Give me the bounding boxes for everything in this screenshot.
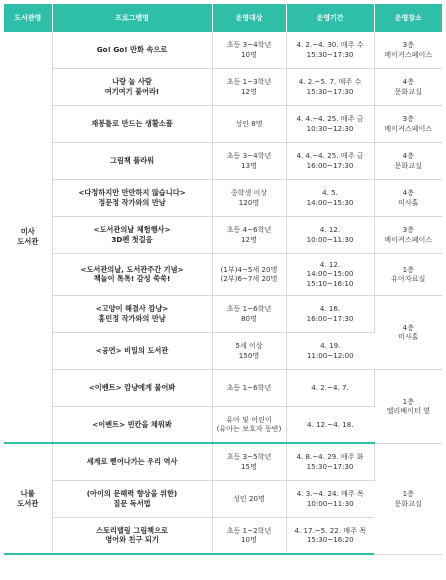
target-cell <box>212 443 286 480</box>
cell-line: 4. 16. <box>319 304 341 314</box>
cell-line: 14:00~15:30 <box>306 197 354 207</box>
cell-line: 성인 20명 <box>233 493 265 503</box>
header-target: 운영대상 <box>212 4 286 32</box>
cell-line: 12명 <box>241 86 257 96</box>
cell-line: 초등 1~3학년 <box>226 77 272 87</box>
cell-line: 150명 <box>238 350 260 360</box>
program-cell <box>52 332 212 369</box>
cell-line: 4층 <box>402 151 414 161</box>
cell-line: 4. 12. <box>319 259 341 269</box>
target-cell <box>212 179 286 216</box>
cell-line: 정문정 작가와의 만남 <box>98 197 166 207</box>
program-cell <box>52 295 212 332</box>
cell-line: 스토리텔링 그림책으로 <box>96 525 168 535</box>
place-cell <box>374 32 442 68</box>
cell-line: 4. 5. <box>322 188 338 198</box>
cell-line: <이벤트> 빈칸을 채워봐 <box>92 419 172 429</box>
cell-line: 유아 및 어린이 <box>226 414 272 424</box>
cell-line: 초등 3~5학년 <box>226 452 272 462</box>
period-cell <box>286 68 374 105</box>
cell-line: <도서관의날, 도서관주간 기념> <box>80 264 184 274</box>
cell-line: 120명 <box>238 197 260 207</box>
cell-line: 문화교실 <box>394 86 422 96</box>
table-row <box>4 32 442 68</box>
target-cell <box>212 105 286 142</box>
cell-line: 초등 4~6학년 <box>226 225 272 235</box>
cell-line: 15:30~16:20 <box>306 535 354 545</box>
cell-line: 80명 <box>241 313 257 323</box>
library-cell <box>4 32 52 443</box>
cell-line: 나랑 놀 사람 <box>112 77 152 86</box>
cell-line: (아이의 문해력 향상을 위한) <box>86 489 178 498</box>
cell-line: <이벤트> 깜냥에게 물어봐 <box>88 382 176 392</box>
cell-line: 12명 <box>241 234 257 244</box>
period-cell <box>286 332 374 369</box>
cell-line: 4. 3.~4. 24. 매주 목 <box>296 489 364 499</box>
period-cell <box>286 253 374 295</box>
cell-line: 3D펜 첫걸음 <box>111 234 153 244</box>
target-cell <box>212 32 286 68</box>
cell-line: 문화교실 <box>394 160 422 170</box>
header-library: 도서관명 <box>4 4 52 32</box>
cell-line: 3층 <box>402 114 414 124</box>
cell-line: 초등 3~4학년 <box>226 151 272 161</box>
table-row <box>4 295 442 332</box>
cell-line: <고양이 해결사 깜냥> <box>95 304 169 313</box>
period-cell <box>286 480 374 517</box>
place-cell <box>374 142 442 179</box>
target-cell <box>212 142 286 179</box>
period-cell <box>286 216 374 253</box>
program-cell <box>52 517 212 554</box>
cell-line: 미사 <box>20 227 35 237</box>
cell-line: 초등 1~2학년 <box>226 525 272 535</box>
program-cell <box>52 216 212 253</box>
cell-line: 3층 <box>402 40 414 50</box>
program-cell <box>52 406 212 443</box>
cell-line: 10명 <box>241 535 257 545</box>
cell-line: 15:30~17:30 <box>306 461 354 471</box>
target-cell <box>212 216 286 253</box>
cell-line: (1부)4~5세 20명 <box>220 264 278 274</box>
table-row <box>4 105 442 142</box>
cell-line: 4층 <box>402 188 414 198</box>
place-cell <box>374 443 442 554</box>
place-cell <box>374 216 442 253</box>
target-cell <box>212 332 286 369</box>
header-row <box>4 4 442 32</box>
program-cell <box>52 68 212 105</box>
cell-line: 4. 8.~4. 29. 매주 화 <box>296 452 364 462</box>
period-cell <box>286 179 374 216</box>
period-cell <box>286 32 374 68</box>
cell-line: 미사홀 <box>397 197 419 207</box>
table-row <box>4 179 442 216</box>
program-cell <box>52 142 212 179</box>
table-row <box>4 253 442 295</box>
cell-line: 16:00~17:30 <box>306 313 354 323</box>
place-cell <box>374 179 442 216</box>
cell-line: 엘리베이터 옆 <box>386 406 430 415</box>
place-cell <box>374 105 442 142</box>
period-cell <box>286 443 374 480</box>
cell-line: <다정하지만 만만하지 않습니다> <box>78 188 186 197</box>
program-cell <box>52 253 212 295</box>
header-program: 프로그램명 <box>52 4 212 32</box>
place-cell <box>374 295 442 369</box>
cell-line: 16:00~17:30 <box>306 160 354 170</box>
table-row <box>4 142 442 179</box>
cell-line: 4. 12.~4. 18. <box>306 419 354 429</box>
cell-line: 1층 <box>402 489 414 499</box>
place-cell <box>374 68 442 105</box>
period-cell <box>286 295 374 332</box>
cell-line: 11:00~12:00 <box>306 350 354 360</box>
program-table <box>4 4 442 555</box>
cell-line: 세계로 뻗어나가는 우리 역사 <box>86 457 178 466</box>
target-cell <box>212 68 286 105</box>
cell-line: 3층 <box>402 225 414 235</box>
target-cell <box>212 253 286 295</box>
cell-line: (유아는 보호자 동반) <box>216 424 282 434</box>
table-row <box>4 443 442 480</box>
cell-line: 초등 3~4학년 <box>226 40 272 50</box>
cell-line: 10:00~11:30 <box>306 234 354 244</box>
header-period: 운영기간 <box>286 4 374 32</box>
cell-line: 메이커스페이스 <box>384 234 433 244</box>
program-cell <box>52 443 212 480</box>
program-cell <box>52 105 212 142</box>
cell-line: 10:00~11:30 <box>306 498 354 508</box>
cell-line: 13명 <box>241 160 257 170</box>
cell-line: 영어와 친구 되기 <box>105 535 159 545</box>
cell-line: 4. 4.~4. 25. 매주 금 <box>296 114 364 124</box>
period-cell <box>286 369 374 406</box>
table-row <box>4 68 442 105</box>
cell-line: 도서관 <box>17 498 39 508</box>
cell-line: 10명 <box>241 49 257 59</box>
cell-line: 4. 19. <box>320 341 341 351</box>
cell-line: 그림책 플라워 <box>109 155 155 165</box>
period-cell <box>286 142 374 179</box>
cell-line: <공연> 비밀의 도서관 <box>95 345 169 355</box>
cell-line: 15명 <box>241 461 257 471</box>
place-cell <box>374 369 442 443</box>
cell-line: 15:30~17:30 <box>306 86 354 96</box>
cell-line: 미사홀 <box>397 332 419 341</box>
cell-line: 10:30~12:30 <box>306 123 354 133</box>
program-cell <box>52 480 212 517</box>
target-cell <box>212 295 286 332</box>
cell-line: 4. 2.~4. 7. <box>311 382 349 392</box>
cell-line: 여기여기 붙어라! <box>104 86 160 96</box>
cell-line: 4층 <box>402 322 414 332</box>
cell-line: 메이커스페이스 <box>384 49 433 59</box>
cell-line: 홍민정 작가와의 만남 <box>98 313 166 323</box>
cell-line: 초등 1~6학년 <box>226 304 272 314</box>
cell-line: 14:00~15:00 <box>306 269 354 279</box>
cell-line: 15:30~17:30 <box>306 49 354 59</box>
program-cell <box>52 179 212 216</box>
cell-line: 1층 <box>402 264 414 274</box>
target-cell <box>212 480 286 517</box>
cell-line: 성인 8명 <box>235 118 263 128</box>
cell-line: 4. 4.~4. 25. 매주 금 <box>296 151 364 161</box>
target-cell <box>212 517 286 554</box>
cell-line: 4. 12. <box>319 225 341 235</box>
cell-line: 재봉틀로 만드는 생활소품 <box>91 118 173 128</box>
table-row <box>4 369 442 406</box>
cell-line: 4. 17.~5. 22. 매주 목 <box>294 525 367 535</box>
cell-line: 유아자료실 <box>391 274 426 283</box>
cell-line: 문화교실 <box>394 498 422 508</box>
cell-line: (2부)6~7세 20명 <box>220 274 278 283</box>
cell-line: 1층 <box>402 396 414 406</box>
place-cell <box>374 253 442 295</box>
cell-line: 4층 <box>402 77 414 87</box>
library-cell <box>4 443 52 554</box>
program-cell <box>52 32 212 68</box>
period-cell <box>286 517 374 554</box>
table-row <box>4 216 442 253</box>
cell-line: 도서관 <box>17 237 39 246</box>
period-cell <box>286 406 374 443</box>
target-cell <box>212 406 286 443</box>
cell-line: 초등 1~6학년 <box>226 382 272 392</box>
cell-line: 중학생 이상 <box>230 188 268 198</box>
cell-line: 메이커스페이스 <box>384 123 433 133</box>
cell-line: 4. 2.~5. 7. 매주 수 <box>298 77 362 87</box>
target-cell <box>212 369 286 406</box>
cell-line: <도서관의날 체험행사> <box>93 225 171 234</box>
cell-line: 질문 독서법 <box>113 498 151 508</box>
cell-line: 책놀이 톡톡! 감성 쑥쑥! <box>93 274 171 283</box>
cell-line: 15:10~16:10 <box>306 278 354 288</box>
program-cell <box>52 369 212 406</box>
period-cell <box>286 105 374 142</box>
cell-line: 나룰 <box>20 488 35 498</box>
cell-line: Go! Go! 만화 속으로 <box>96 45 168 54</box>
cell-line: 4. 2.~4. 30. 매주 수 <box>296 40 364 50</box>
header-place: 운영장소 <box>374 4 442 32</box>
cell-line: 5세 이상 <box>235 341 263 351</box>
